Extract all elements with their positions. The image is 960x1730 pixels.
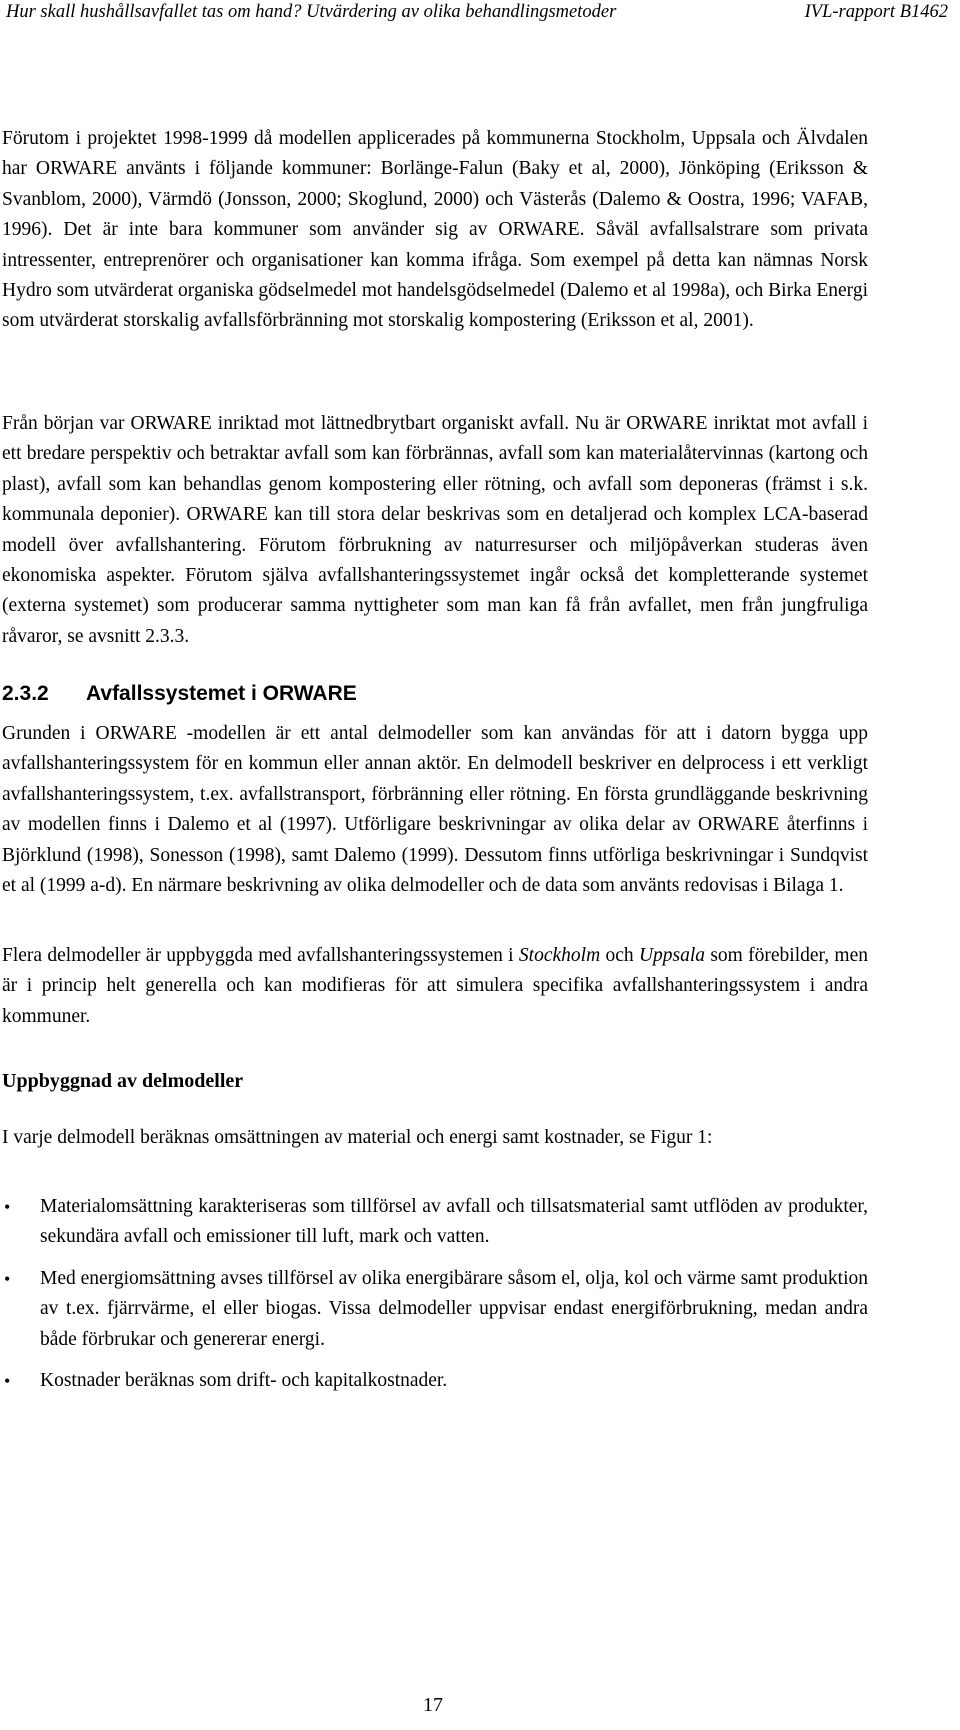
paragraph-orware-scope: Från början var ORWARE inriktad mot lättnedbrytbart organiskt avfall. Nu är ORWARE inriktat mot avfall i ett bredare perspektiv och betraktar avfall som kan förbrännas, avfall som kan materialåtervinnas (kartong och plast), avfall som kan behandlas genom kompostering eller rötning, och avfall som deponeras (främst i s.k. kommunala deponier). ORWARE kan till stora delar beskrivas som en detaljerad och komplex LCA-baserad modell över avfallshantering. Förutom förbrukning av naturresurser och miljöpåverkan studeras även ekonomiska aspekter. Förutom själva avfallshanteringssystemet ingår också det kompletterande systemet (externa systemet) som producerar samma nyttigheter som man kan få från avfallet, men från jungfruliga råvaror, se avsnitt 2.3.3. [2, 413, 868, 647]
city-stockholm: Stockholm [518, 945, 601, 966]
header-title: Hur skall hushållsavfallet tas om hand? Utvärdering av olika behandlingsmetoder [6, 2, 617, 22]
subheading: Uppbyggnad av delmodeller [2, 1070, 244, 1092]
section-number: 2.3.2 [2, 682, 49, 705]
list-item-text: Kostnader beräknas som drift- och kapitalkostnader. [40, 1370, 448, 1391]
paragraph-model-templates [2, 941, 868, 1032]
list-item [2, 1192, 868, 1253]
list-item-text: Materialomsättning karakteriseras som tillförsel av avfall och tillsatsmaterial samt utflöden av produkter, sekundära avfall och emissioner till luft, mark och vatten. [40, 1196, 868, 1248]
section-title: Avfallssystemet i ORWARE [86, 682, 357, 705]
bullet-icon: • [4, 1269, 11, 1289]
bullet-icon: • [4, 1197, 11, 1217]
paragraph-text: Flera delmodeller är uppbyggda med avfallshanteringssystemen i [2, 945, 519, 966]
list-item [2, 1366, 868, 1396]
header-report-number: IVL-rapport B1462 [804, 2, 948, 22]
list-item [2, 1264, 868, 1355]
paragraph-intro-figure: I varje delmodell beräknas omsättningen av material och energi samt kostnader, se Figur 1: [2, 1127, 713, 1148]
list-item-text: Med energiomsättning avses tillförsel av olika energibärare såsom el, olja, kol och värme samt produktion av t.ex. fjärrvärme, el eller biogas. Vissa delmodeller uppvisar endast energiförbrukning, medan andra både förbrukar och genererar energi. [40, 1268, 868, 1350]
running-header [0, 0, 960, 28]
bullet-icon: • [4, 1371, 11, 1391]
page-number: 17 [423, 1694, 443, 1716]
city-uppsala: Uppsala [638, 945, 706, 966]
paragraph-orware-usage: Förutom i projektet 1998-1999 då modellen applicerades på kommunerna Stockholm, Uppsala och Älvdalen har ORWARE använts i följande kommuner: Borlänge-Falun (Baky et al, 2000), Jönköping (Eriksson & Svanblom, 2000), Värmdö (Jonsson, 2000; Skoglund, 2000) och Västerås (Dalemo & Oostra, 1996; VAFAB, 1996). Det är inte bara kommuner som använder sig av ORWARE. Såväl avfallsalstrare som privata intressenter, entreprenörer och organisationer kan komma ifråga. Som exempel på detta kan nämnas Norsk Hydro som utvärderat organiska gödselmedel mot handelsgödselmedel (Dalemo et al 1998a), och Birka Energi som utvärderat storskalig avfallsförbränning mot storskalig kompostering (Eriksson et al, 2001). [2, 128, 868, 332]
paragraph-submodels: Grunden i ORWARE -modellen är ett antal delmodeller som kan användas för att i datorn bygga upp avfallshanteringssystem för en kommun eller annan aktör. En delmodell beskriver en delprocess i ett verkligt avfallshanteringssystem, t.ex. avfallstransport, förbränning eller rötning. En första grundläggande beskrivning av modellen finns i Dalemo et al (1997). Utförligare beskrivningar av olika delar av ORWARE återfinns i Björklund (1998), Sonesson (1998), samt Dalemo (1999). Dessutom finns utförliga beskrivningar i Sundqvist et al (1999 a-d). En närmare beskrivning av olika delmodeller och de data som använts redovisas i Bilaga 1. [2, 723, 868, 897]
paragraph-text: och [600, 945, 639, 966]
section-heading [2, 682, 357, 706]
paragraph-text: som förebilder, men är i princip helt generella och kan modifieras för att simulera specifika avfallshanteringssystem i andra kommuner. [2, 945, 868, 1027]
